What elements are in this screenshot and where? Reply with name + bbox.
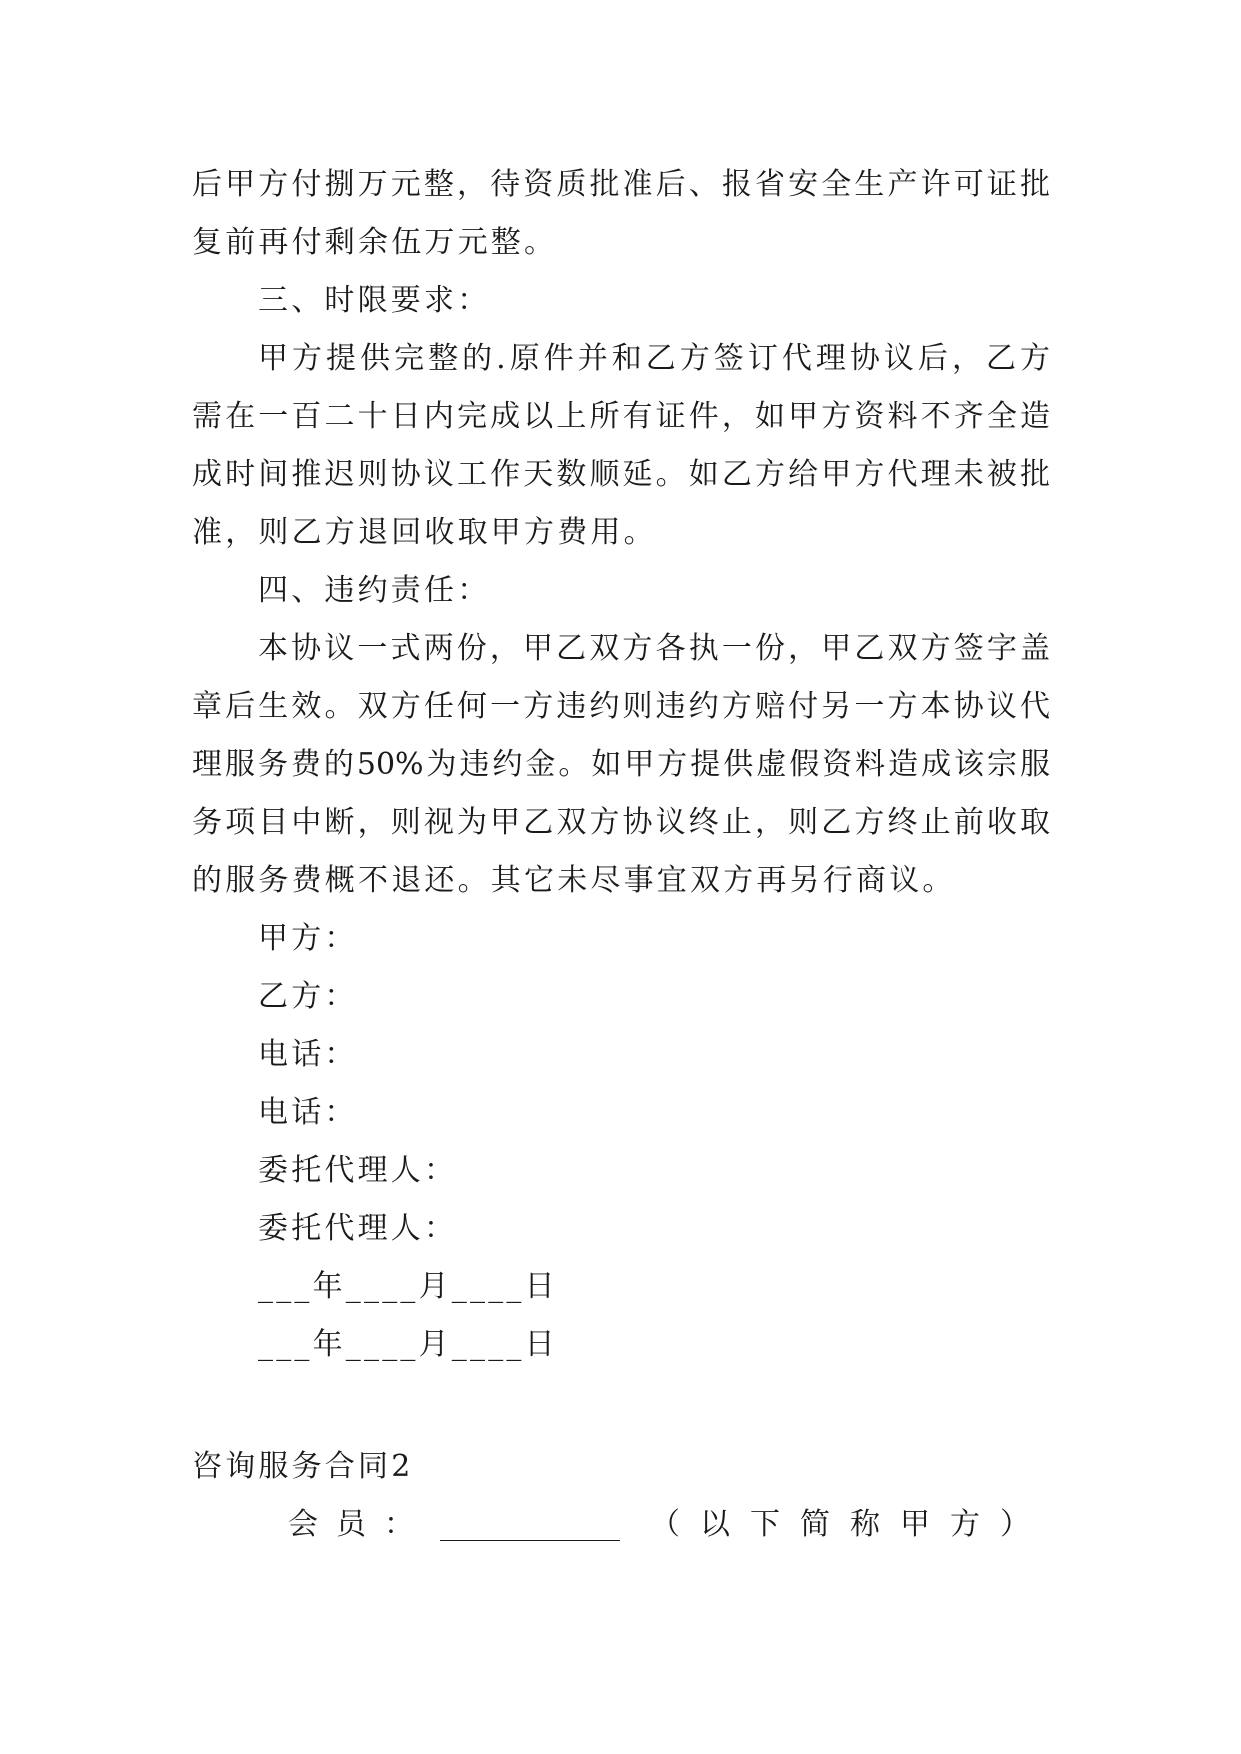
signature-party-b: 乙方： xyxy=(258,979,358,1014)
next-contract-title: 咨询服务合同2 xyxy=(192,1449,414,1484)
paragraph-line: 复前再付剩余伍万元整。 xyxy=(192,225,558,260)
document-body xyxy=(192,156,1050,1554)
signature-party-a: 甲方： xyxy=(258,921,358,956)
section-heading-breach-liability: 四、违约责任： xyxy=(258,573,491,608)
date-party-b: ___年____月____日 xyxy=(258,1327,558,1362)
paragraph-line: 需在一百二十日内完成以上所有证件，如甲方资料不齐全造 xyxy=(192,399,1050,434)
phone-party-a: 电话： xyxy=(258,1037,358,1072)
paragraph-line: 准，则乙方退回收取甲方费用。 xyxy=(192,515,657,550)
paragraph-line: 的服务费概不退还。其它未尽事宜双方再另行商议。 xyxy=(192,863,956,898)
paragraph-line: 本协议一式两份，甲乙双方各执一份，甲乙双方签字盖 xyxy=(258,631,1050,666)
paragraph-line: 后甲方付捌万元整，待资质批准后、报省安全生产许可证批 xyxy=(192,167,1050,202)
paragraph-line: 务项目中断，则视为甲乙双方协议终止，则乙方终止前收取 xyxy=(192,805,1050,840)
member-label: 会员： xyxy=(288,1507,432,1542)
member-line xyxy=(192,1496,1050,1554)
paragraph-line: 甲方提供完整的.原件并和乙方签订代理协议后，乙方 xyxy=(258,341,1050,376)
paragraph-line: 理服务费的50%为违约金。如甲方提供虚假资料造成该宗服 xyxy=(192,747,1050,782)
agent-party-a: 委托代理人： xyxy=(258,1153,458,1188)
member-note: （以下简称甲方） xyxy=(650,1507,1050,1542)
date-party-a: ___年____月____日 xyxy=(258,1269,558,1304)
phone-party-b: 电话： xyxy=(258,1095,358,1130)
member-blank xyxy=(440,1510,620,1541)
paragraph-line: 成时间推迟则协议工作天数顺延。如乙方给甲方代理未被批 xyxy=(192,457,1050,492)
paragraph-line: 章后生效。双方任何一方违约则违约方赔付另一方本协议代 xyxy=(192,689,1050,724)
section-heading-time-requirement: 三、时限要求： xyxy=(258,283,491,318)
agent-party-b: 委托代理人： xyxy=(258,1211,458,1246)
